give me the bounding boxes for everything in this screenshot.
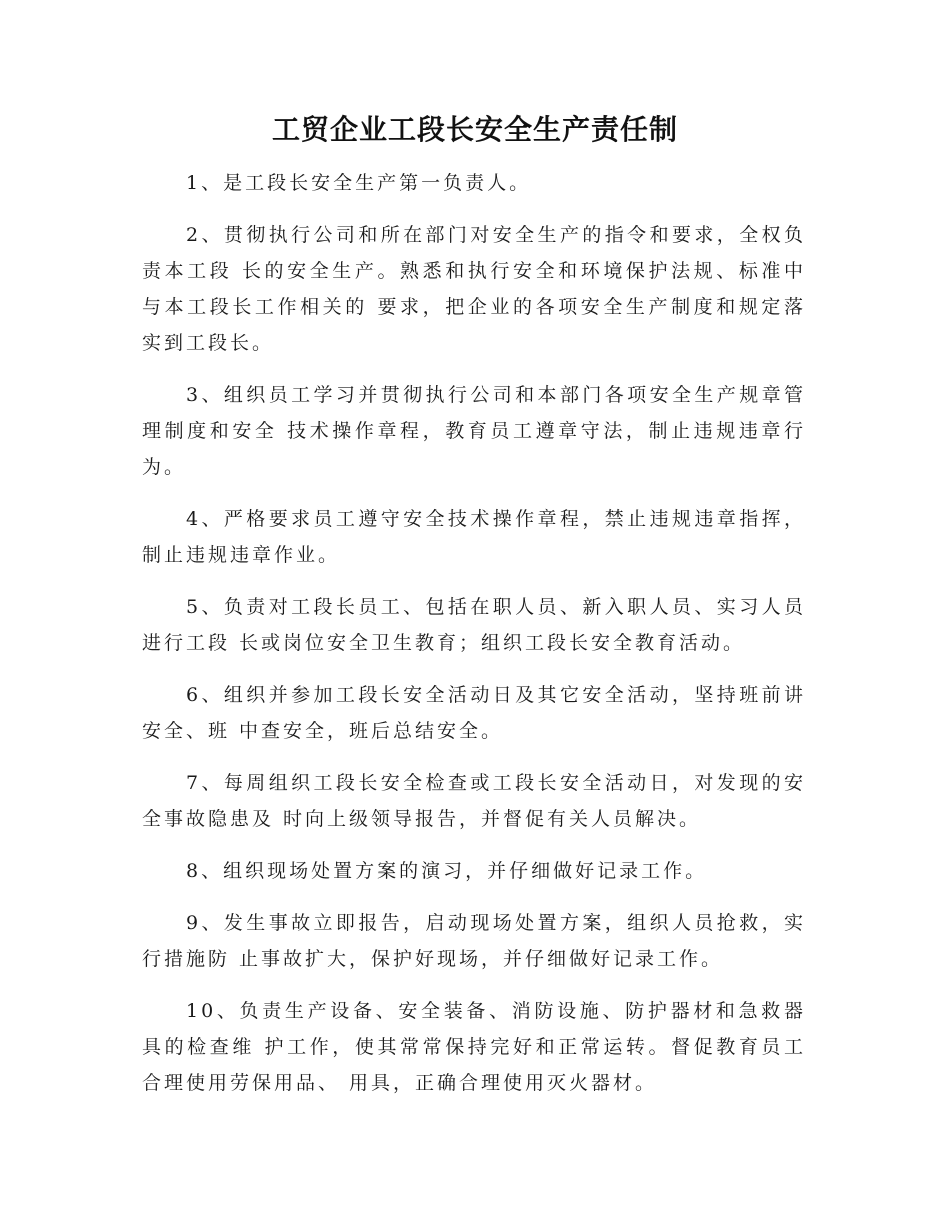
paragraph-9: 9、发生事故立即报告，启动现场处置方案，组织人员抢救，实行措施防 止事故扩大，保护好现场，并仔细做好记录工作。 [142, 912, 806, 970]
paragraph-3: 3、组织员工学习并贯彻执行公司和本部门各项安全生产规章管理制度和安全 技术操作章程，教育员工遵章守法，制止违规违章行为。 [142, 384, 806, 478]
paragraph-4: 4、严格要求员工遵守安全技术操作章程，禁止违规违章指挥，制止违规违章作业。 [142, 508, 806, 566]
paragraph-6: 6、组织并参加工段长安全活动日及其它安全活动，坚持班前讲安全、班 中查安全，班后总结安全。 [142, 684, 806, 742]
document-body [142, 165, 806, 1117]
paragraph-8: 8、组织现场处置方案的演习，并仔细做好记录工作。 [186, 860, 708, 882]
paragraph-2: 2、贯彻执行公司和所在部门对安全生产的指令和要求，全权负责本工段 长的安全生产。熟悉和执行安全和环境保护法规、标准中与本工段长工作相关的 要求，把企业的各项安全生产制度和规定落实到工段长。 [142, 224, 806, 354]
paragraph-5: 5、负责对工段长员工、包括在职人员、新入职人员、实习人员进行工段 长或岗位安全卫生教育；组织工段长安全教育活动。 [142, 596, 806, 654]
document-title: 工贸企业工段长安全生产责任制 [271, 113, 678, 146]
paragraph-10: 10、负责生产设备、安全装备、消防设施、防护器材和急救器具的检查维 护工作，使其常常保持完好和正常运转。督促教育员工合理使用劳保用品、 用具，正确合理使用灭火器材。 [142, 1000, 806, 1094]
paragraph-7: 7、每周组织工段长安全检查或工段长安全活动日，对发现的安全事故隐患及 时向上级领导报告，并督促有关人员解决。 [142, 772, 806, 830]
paragraph-1: 1、是工段长安全生产第一负责人。 [186, 172, 532, 194]
